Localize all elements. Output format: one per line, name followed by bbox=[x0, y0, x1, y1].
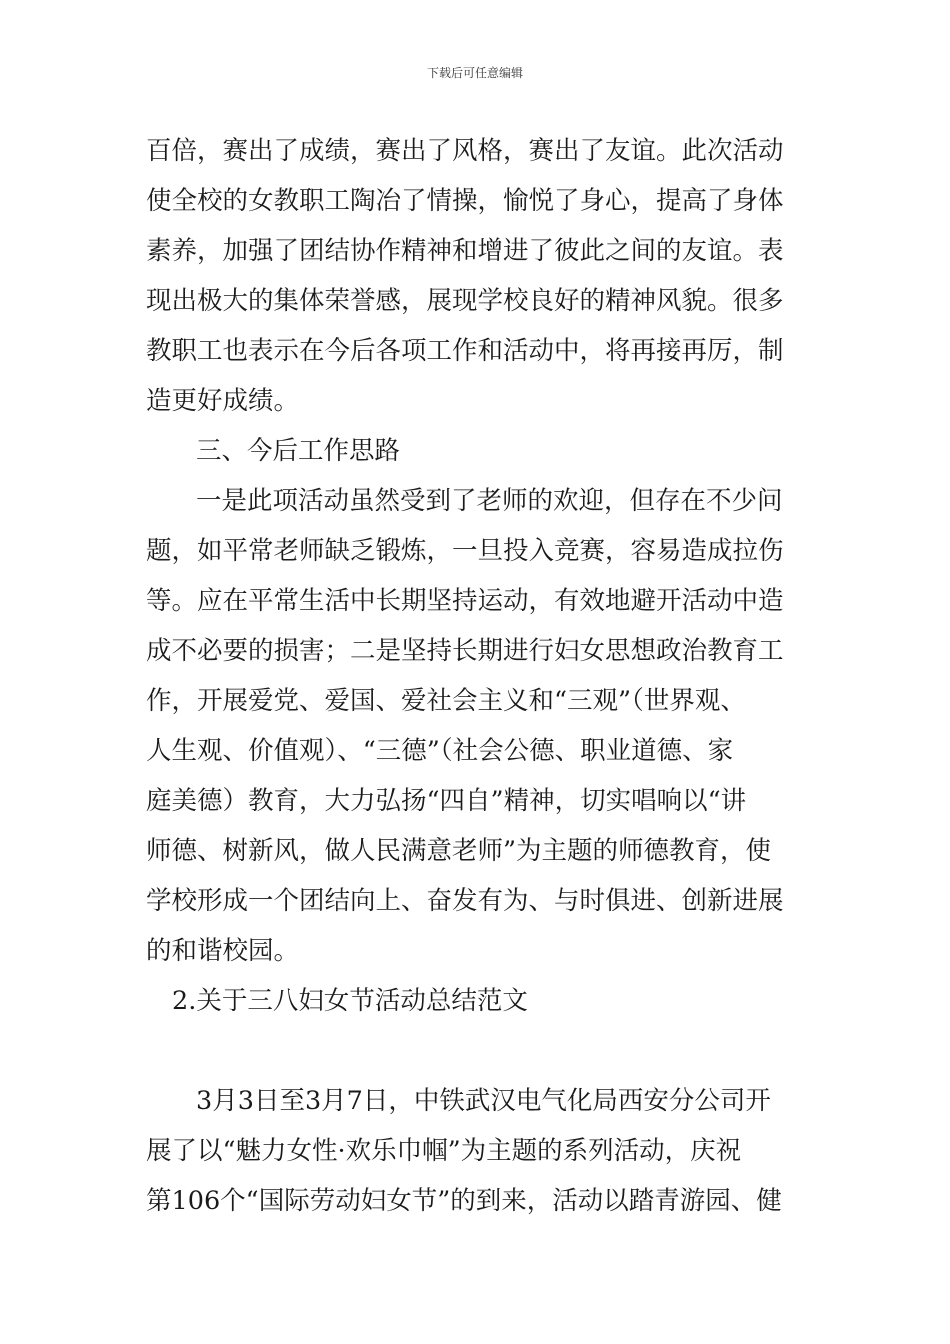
article-title: 2.关于三八妇女节活动总结范文 bbox=[172, 986, 528, 1016]
text-line: 使全校的女教职工陶冶了情操，愉悦了身心，提高了身体 bbox=[146, 186, 784, 216]
text-line: 素养，加强了团结协作精神和增进了彼此之间的友谊。表 bbox=[146, 236, 784, 266]
text-line: 庭美德）教育，大力弘扬“四自”精神，切实唱响以“讲 bbox=[146, 786, 747, 816]
page-header: 下载后可任意编辑 bbox=[426, 66, 523, 80]
text-line: 作，开展爱党、爱国、爱社会主义和“三观”（世界观、 bbox=[146, 686, 746, 716]
text-line: 现出极大的集体荣誉感，展现学校良好的精神风貌。很多 bbox=[146, 286, 784, 316]
text-line: 人生观、价值观）、“三德”（社会公德、职业道德、家 bbox=[146, 736, 734, 766]
text-line: 造更好成绩。 bbox=[146, 386, 300, 416]
text-line: 第106个“国际劳动妇女节”的到来，活动以踏青游园、健 bbox=[146, 1186, 782, 1216]
text-line: 学校形成一个团结向上、奋发有为、与时俱进、创新进展 bbox=[146, 886, 784, 916]
text-line: 成不必要的损害；二是坚持长期进行妇女思想政治教育工 bbox=[146, 636, 784, 666]
section-heading: 三、今后工作思路 bbox=[196, 436, 401, 466]
text-line: 百倍，赛出了成绩，赛出了风格，赛出了友谊。此次活动 bbox=[146, 136, 784, 166]
text-line: 等。应在平常生活中长期坚持运动，有效地避开活动中造 bbox=[146, 586, 784, 616]
text-line: 师德、树新风，做人民满意老师”为主题的师德教育，使 bbox=[146, 836, 772, 866]
text-line: 教职工也表示在今后各项工作和活动中，将再接再厉，制 bbox=[146, 336, 784, 366]
text-line: 展了以“魅力女性·欢乐巾帼”为主题的系列活动，庆祝 bbox=[146, 1136, 742, 1166]
text-line: 的和谐校园。 bbox=[146, 936, 300, 966]
text-line: 一是此项活动虽然受到了老师的欢迎，但存在不少问 bbox=[196, 486, 783, 516]
text-line: 题，如平常老师缺乏锻炼，一旦投入竞赛，容易造成拉伤 bbox=[146, 536, 784, 566]
text-line: 3月3日至3月7日，中铁武汉电气化局西安分公司开 bbox=[196, 1086, 771, 1116]
